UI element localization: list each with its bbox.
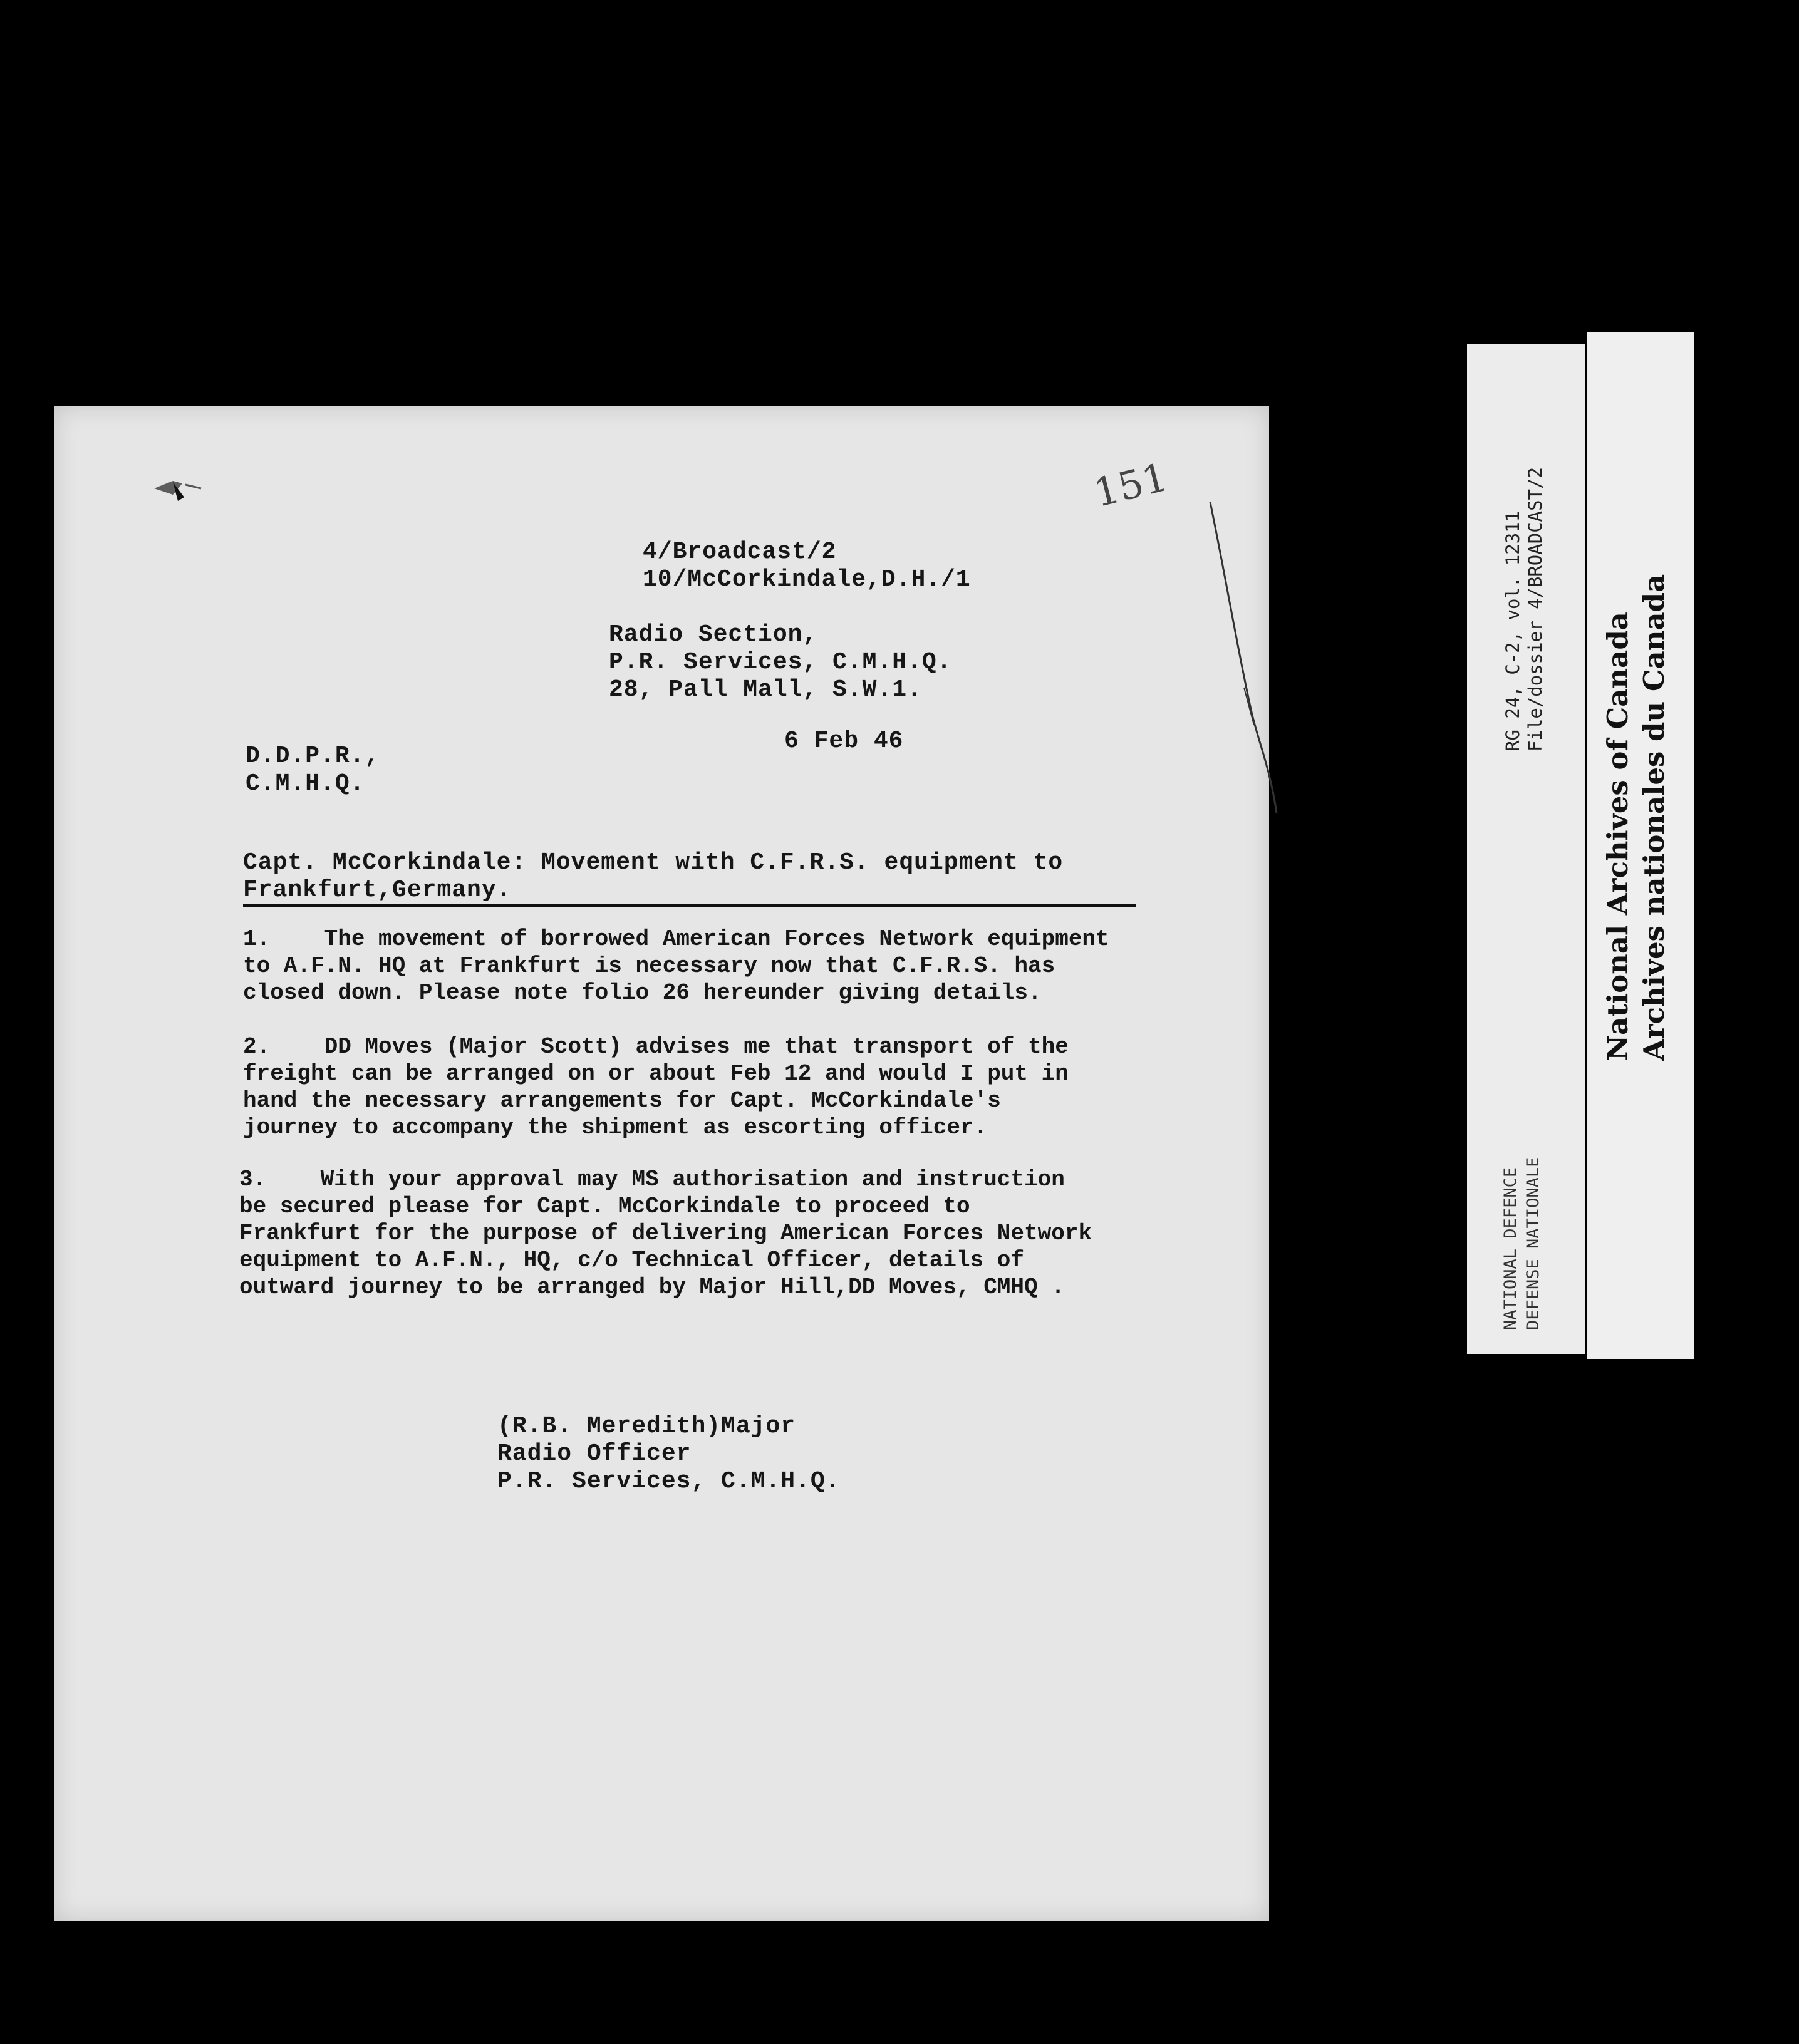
folio-number: 151 — [1089, 453, 1173, 517]
paragraph-line: 1. The movement of borrowed American Forces Network equipment — [243, 926, 1109, 952]
paragraph-line: outward journey to be arranged by Major Hill,DD Moves, CMHQ . — [239, 1274, 1065, 1300]
address-line: Radio Section, — [609, 621, 818, 648]
paragraph-line: 3. With your approval may MS authorisation and instruction — [239, 1167, 1065, 1192]
subject-line — [243, 849, 1063, 904]
department-line: DEFENSE NATIONALE — [1523, 1157, 1543, 1330]
paragraph-3 — [239, 1166, 1092, 1301]
staple-mark-icon — [148, 470, 204, 507]
institution-name-fr: Archives nationales du Canada — [1637, 574, 1671, 1061]
archive-reference-line: RG 24, C-2, vol. 12311 — [1502, 510, 1523, 751]
file-ref-line: 4/Broadcast/2 — [643, 539, 837, 565]
subject-text: Frankfurt,Germany. — [243, 877, 512, 904]
signature-line: P.R. Services, C.M.H.Q. — [497, 1468, 841, 1495]
letter-date: 6 Feb 46 — [784, 728, 904, 755]
paragraph-line: 2. DD Moves (Major Scott) advises me that transport of the — [243, 1034, 1069, 1060]
file-references — [643, 539, 971, 594]
paragraph-2 — [243, 1033, 1069, 1141]
signature-line: Radio Officer — [497, 1440, 692, 1467]
department-line: NATIONAL DEFENCE — [1501, 1167, 1520, 1330]
subject-underline — [243, 904, 1136, 907]
signature-line: (R.B. Meredith)Major — [497, 1413, 796, 1440]
paragraph-line: be secured please for Capt. McCorkindale to proceed to — [239, 1194, 970, 1219]
paragraph-line: closed down. Please note folio 26 hereunder giving details. — [243, 980, 1042, 1006]
address-line: P.R. Services, C.M.H.Q. — [609, 649, 952, 676]
sender-address — [609, 621, 952, 704]
paragraph-line: equipment to A.F.N., HQ, c/o Technical Officer, details of — [239, 1247, 1025, 1273]
signature-block — [497, 1413, 841, 1495]
subject-text: Capt. McCorkindale: Movement with C.F.R.S. equipment to — [243, 849, 1064, 876]
paragraph-line: hand the necessary arrangements for Capt. McCorkindale's — [243, 1088, 1001, 1113]
address-line: 28, Pall Mall, S.W.1. — [609, 676, 922, 703]
paragraph-1 — [243, 926, 1109, 1006]
letter-page — [54, 406, 1269, 1921]
recipient-line: C.M.H.Q. — [246, 770, 365, 797]
paragraph-line: journey to accompany the shipment as escorting officer. — [243, 1115, 988, 1140]
institution-name-en: National Archives of Canada — [1601, 612, 1634, 1061]
recipient-line: D.D.P.R., — [246, 743, 380, 770]
paragraph-line: Frankfurt for the purpose of delivering American Forces Network — [239, 1221, 1092, 1246]
archive-reference-line: File/dossier 4/BROADCAST/2 — [1525, 467, 1546, 751]
paragraph-line: freight can be arranged on or about Feb 12 and would I put in — [243, 1061, 1069, 1087]
pen-stroke-mark — [1206, 500, 1288, 850]
file-ref-line: 10/McCorkindale,D.H./1 — [643, 566, 971, 593]
recipient-address — [246, 743, 380, 798]
paragraph-line: to A.F.N. HQ at Frankfurt is necessary now that C.F.R.S. has — [243, 953, 1055, 979]
